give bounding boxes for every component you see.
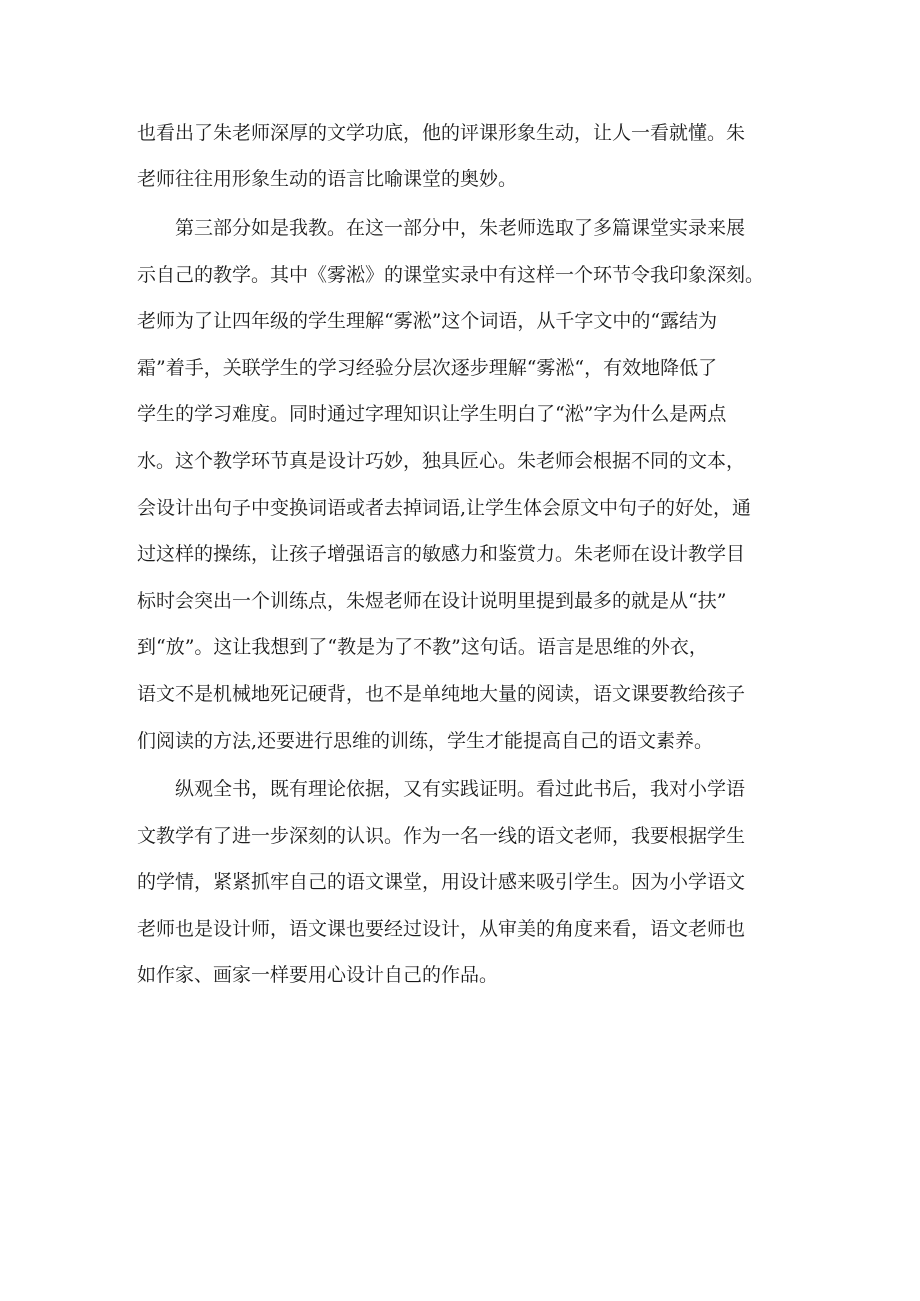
text-line: 老师为了让四年级的学生理解“雾淞”这个词语，从千字文中的“露结为 xyxy=(137,310,718,332)
text-line: 到“放”。这让我想到了“教是为了不教”这句话。语言是思维的外衣， xyxy=(137,636,708,658)
text-line: 第三部分如是我教。在这一部分中，朱老师选取了多篇课堂实录来展 xyxy=(175,217,746,239)
text-line: 文教学有了进一步深刻的认识。作为一名一线的语文老师，我要根据学生 xyxy=(137,825,746,847)
text-line: 会设计出句子中变换词语或者去掉词语,让学生体会原文中句子的好处，通 xyxy=(137,497,752,519)
text-line: 示自己的教学。其中《雾淞》的课堂实录中有这样一个环节令我印象深刻。 xyxy=(137,264,765,286)
text-line: 的学情，紧紧抓牢自己的语文课堂，用设计感来吸引学生。因为小学语文 xyxy=(137,871,746,893)
text-line: 老师往往用形象生动的语言比喻课堂的奥妙。 xyxy=(137,168,518,190)
text-line: 学生的学习难度。同时通过字理知识让学生明白了“淞”字为什么是两点 xyxy=(137,403,727,425)
text-line: 老师也是设计师，语文课也要经过设计，从审美的角度来看，语文老师也 xyxy=(137,918,746,940)
text-line: 过这样的操练，让孩子增强语言的敏感力和鉴赏力。朱老师在设计教学目 xyxy=(137,543,746,565)
text-line: 纵观全书，既有理论依据，又有实践证明。看过此书后，我对小学语 xyxy=(175,778,746,800)
text-line: 也看出了朱老师深厚的文学功底，他的评课形象生动，让人一看就懂。朱 xyxy=(137,122,746,144)
text-line: 标时会突出一个训练点，朱煜老师在设计说明里提到最多的就是从“扶” xyxy=(137,590,727,612)
text-line: 语文不是机械地死记硬背，也不是单纯地大量的阅读，语文课要教给孩子 xyxy=(137,683,746,705)
text-line: 霜”着手，关联学生的学习经验分层次逐步理解“雾淞“，有效地降低了 xyxy=(137,357,718,379)
text-line: 们阅读的方法,还要进行思维的训练，学生才能提高自己的语文素养。 xyxy=(137,730,714,752)
text-line: 如作家、画家一样要用心设计自己的作品。 xyxy=(137,964,499,986)
text-line: 水。这个教学环节真是设计巧妙，独具匠心。朱老师会根据不同的文本， xyxy=(137,450,746,472)
